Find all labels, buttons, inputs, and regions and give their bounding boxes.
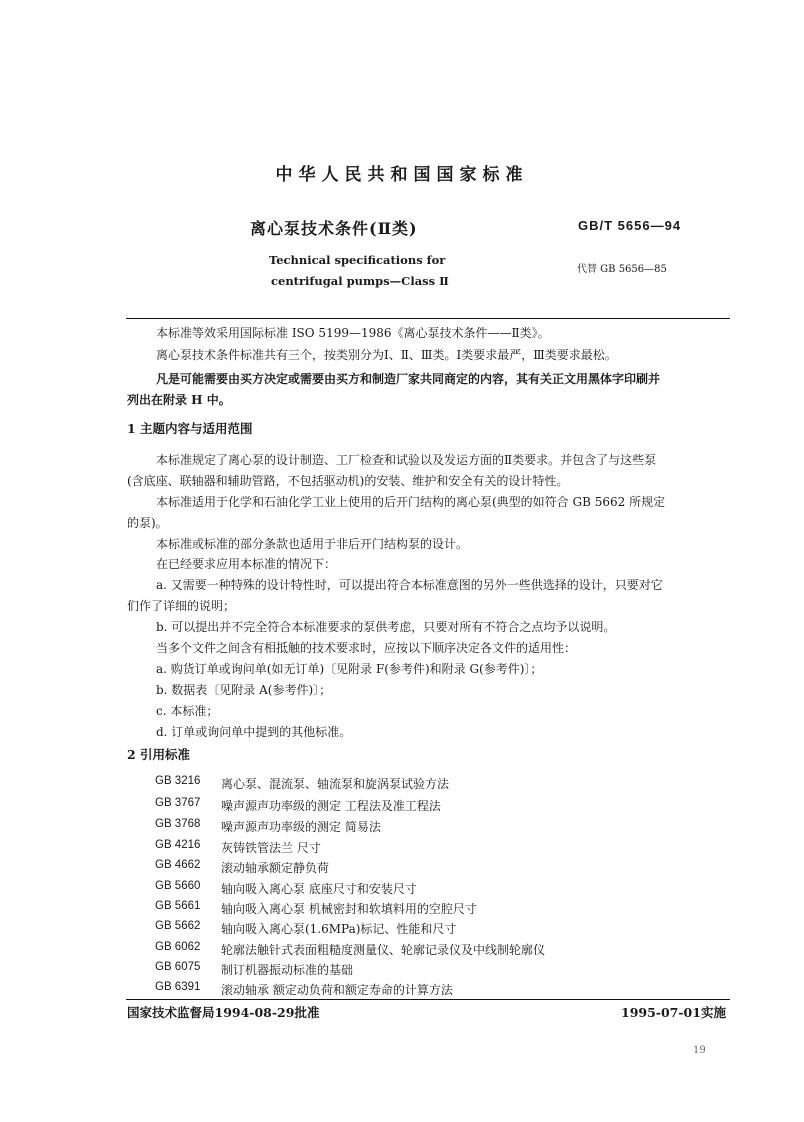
standard-code: GB/T 5656—94 bbox=[578, 218, 682, 233]
intro-line-bold: 凡是可能需要由买方决定或需要由买方和制造厂家共同商定的内容，其有关正文用黑体字印刷并 bbox=[156, 372, 661, 386]
section-1-heading: 1 主题内容与适用范围 bbox=[127, 421, 253, 436]
section-1-line: 的泵)。 bbox=[127, 516, 168, 530]
intro-line: 本标准等效采用国际标准 ISO 5199—1986《离心泵技术条件——Ⅱ类》。 bbox=[156, 326, 550, 340]
page-number: 19 bbox=[693, 1045, 706, 1056]
reference-title: 灰铸铁管法兰 尺寸 bbox=[221, 841, 321, 855]
section-1-line: 本标准或标准的部分条款也适用于非后开门结构泵的设计。 bbox=[156, 537, 469, 551]
reference-title: 噪声源声功率级的测定 简易法 bbox=[221, 820, 381, 834]
reference-title: 滚动轴承 额定动负荷和额定寿命的计算方法 bbox=[221, 983, 453, 997]
title-english-line-1: Technical specifications for bbox=[269, 253, 446, 267]
section-1-item: c. 本标准； bbox=[156, 704, 219, 718]
section-1-item: a. 又需要一种特殊的设计特性时，可以提出符合本标准意图的另外一些供选择的设计，只要对它 bbox=[156, 578, 663, 592]
reference-title: 制订机器振动标准的基础 bbox=[221, 963, 354, 977]
reference-code: GB 6062 bbox=[155, 941, 201, 953]
reference-code: GB 5661 bbox=[155, 900, 201, 912]
intro-line-bold: 列出在附录 H 中。 bbox=[127, 393, 231, 407]
section-1-item: b. 可以提出并不完全符合本标准要求的泵供考虑，只要对所有不符合之点均予以说明。 bbox=[156, 620, 616, 634]
reference-code: GB 3768 bbox=[155, 818, 201, 830]
national-standard-heading: 中华人民共和国国家标准 bbox=[275, 165, 529, 185]
intro-line: 离心泵技术条件标准共有三个，按类别分为Ⅰ、Ⅱ、Ⅲ类。Ⅰ类要求最严，Ⅲ类要求最松。 bbox=[156, 348, 617, 362]
reference-code: GB 4216 bbox=[155, 839, 201, 851]
section-1-line: 当多个文件之间含有相抵触的技术要求时，应按以下顺序决定各文件的适用性： bbox=[156, 641, 577, 655]
section-1-line: 们作了详细的说明； bbox=[127, 599, 236, 613]
approval-note: 国家技术监督局1994-08-29批准 bbox=[127, 1005, 320, 1020]
reference-code: GB 4662 bbox=[155, 859, 201, 871]
reference-code: GB 3216 bbox=[155, 775, 201, 787]
reference-title: 离心泵、混流泵、轴流泵和旋涡泵试验方法 bbox=[221, 777, 450, 791]
reference-title: 轴向吸入离心泵(1.6MPa)标记、性能和尺寸 bbox=[221, 922, 457, 936]
replaces-note: 代替 GB 5656—85 bbox=[577, 264, 667, 275]
footer-divider bbox=[126, 999, 730, 1000]
section-2-heading: 2 引用标准 bbox=[127, 747, 191, 762]
title-chinese: 离心泵技术条件(Ⅱ类) bbox=[250, 219, 418, 238]
reference-code: GB 5662 bbox=[155, 920, 201, 932]
header-divider bbox=[126, 318, 730, 319]
reference-code: GB 3767 bbox=[155, 797, 201, 809]
section-1-line: 本标准适用于化学和石油化学工业上使用的后开门结构的离心泵(典型的如符合 GB 5662 所规定 bbox=[156, 495, 666, 509]
title-english-line-2: centrifugal pumps—Class Ⅱ bbox=[271, 274, 449, 288]
reference-code: GB 6391 bbox=[155, 981, 201, 993]
implementation-date: 1995-07-01实施 bbox=[621, 1005, 726, 1020]
section-1-item: b. 数据表〔见附录 A(参考件)〕； bbox=[156, 683, 332, 697]
section-1-line: (含底座、联轴器和辅助管路，不包括驱动机)的安装、维护和安全有关的设计特性。 bbox=[127, 474, 569, 488]
section-1-item: a. 购货订单或询问单(如无订单)〔见附录 F(参考件)和附录 G(参考件)〕； bbox=[156, 662, 543, 676]
reference-title: 噪声源声功率级的测定 工程法及准工程法 bbox=[221, 799, 441, 813]
reference-title: 轴向吸入离心泵 底座尺寸和安装尺寸 bbox=[221, 882, 417, 896]
reference-code: GB 6075 bbox=[155, 961, 201, 973]
reference-title: 轮廓法触针式表面粗糙度测量仪、轮廓记录仪及中线制轮廓仪 bbox=[221, 943, 546, 957]
reference-title: 轴向吸入离心泵 机械密封和软填料用的空腔尺寸 bbox=[221, 902, 477, 916]
section-1-item: d. 订单或询问单中提到的其他标准。 bbox=[156, 725, 352, 739]
section-1-line: 在已经要求应用本标准的情况下： bbox=[156, 557, 337, 571]
reference-code: GB 5660 bbox=[155, 880, 201, 892]
reference-title: 滚动轴承额定静负荷 bbox=[221, 861, 330, 875]
section-1-line: 本标准规定了离心泵的设计制造、工厂检查和试验以及发运方面的Ⅱ类要求。并包含了与这些泵 bbox=[156, 453, 657, 467]
